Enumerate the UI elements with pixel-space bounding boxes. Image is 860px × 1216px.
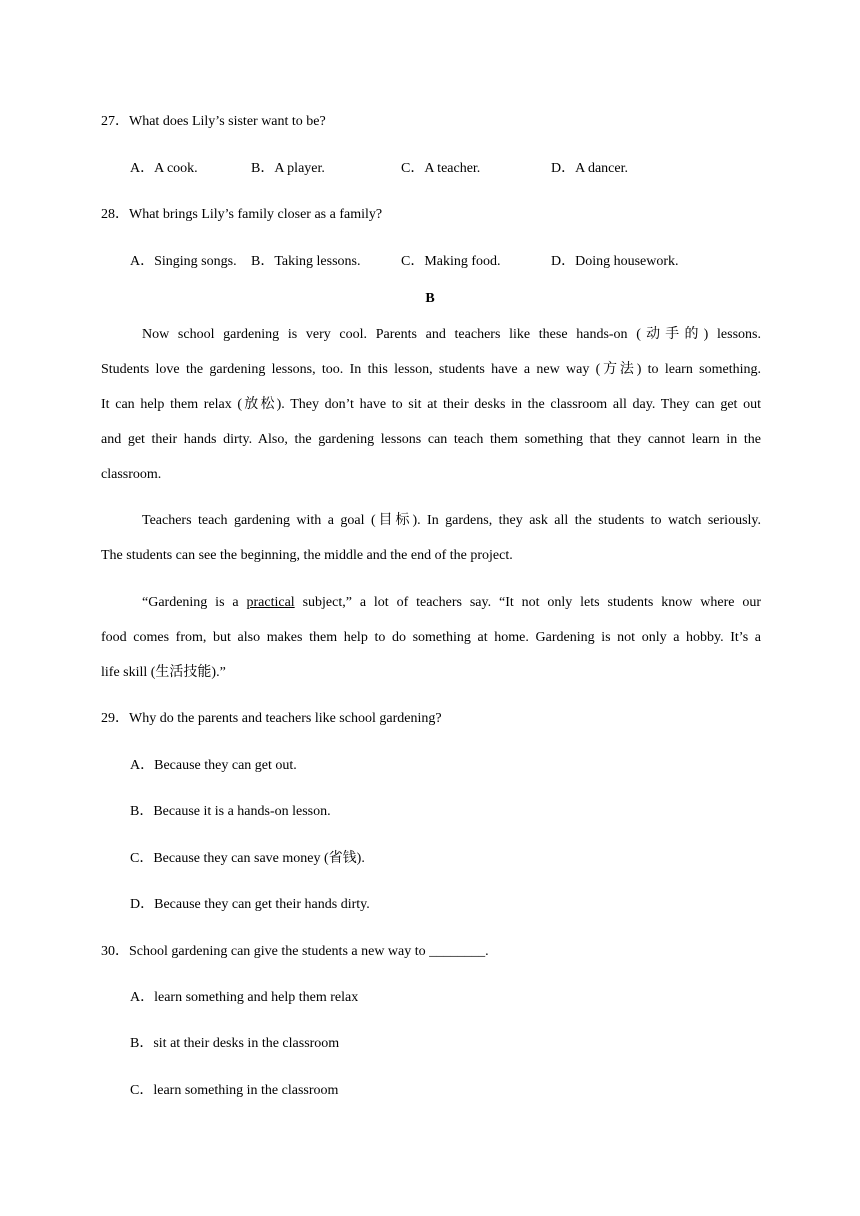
option-c: C．Making food.: [401, 254, 501, 269]
passage-paragraph-3: [101, 585, 761, 690]
question-30-option-c: C．learn something in the classroom: [130, 1083, 339, 1098]
passage-paragraph-2: [101, 503, 761, 573]
passage-line: It can help them relax (放松). They don’t have to sit at their desks in the classroom all day. They can get out: [101, 397, 761, 412]
question-29-option-a: A．Because they can get out.: [130, 758, 297, 773]
option-a: A．A cook.: [130, 161, 198, 176]
passage-line: and get their hands dirty. Also, the gardening lessons can teach them something that they cannot learn in the: [101, 432, 761, 447]
option-c: C．A teacher.: [401, 161, 481, 176]
question-30-stem: 30．School gardening can give the students a new way to ________.: [101, 944, 489, 959]
question-29-option-d: D．Because they can get their hands dirty.: [130, 897, 370, 912]
question-29-stem: 29．Why do the parents and teachers like school gardening?: [101, 711, 442, 726]
passage-line: classroom.: [101, 467, 162, 482]
passage-line: [101, 585, 761, 620]
passage-line: food comes from, but also makes them help to do something at home. Gardening is not only a hobby. It’s a: [101, 630, 761, 645]
passage-line: Students love the gardening lessons, too. In this lesson, students have a new way (方法) to learn something.: [101, 362, 761, 377]
section-heading: B: [425, 291, 435, 306]
underlined-word: practical: [246, 595, 295, 610]
question-27-stem: 27．What does Lily’s sister want to be?: [101, 114, 326, 129]
passage-paragraph-1: [101, 317, 761, 492]
option-b: B．Taking lessons.: [251, 254, 361, 269]
question-30-option-b: B．sit at their desks in the classroom: [130, 1036, 340, 1051]
passage-line: Teachers teach gardening with a goal (目标). In gardens, they ask all the students to watch seriously.: [142, 513, 761, 528]
option-b: B．A player.: [251, 161, 325, 176]
passage-text: “Gardening is a: [142, 595, 247, 610]
passage-line: life skill (生活技能).”: [101, 665, 226, 680]
passage-text: subject,” a lot of teachers say. “It not only lets students know where our: [294, 595, 761, 610]
option-d: D．Doing housework.: [551, 254, 679, 269]
option-d: D．A dancer.: [551, 161, 628, 176]
question-30-option-a: A．learn something and help them relax: [130, 990, 359, 1005]
question-29-option-b: B．Because it is a hands-on lesson.: [130, 804, 331, 819]
passage-line: The students can see the beginning, the middle and the end of the project.: [101, 548, 513, 563]
passage-line: Now school gardening is very cool. Parents and teachers like these hands-on (动手的) lessons.: [142, 327, 761, 342]
option-a: A．Singing songs.: [130, 254, 237, 269]
question-28-stem: 28．What brings Lily’s family closer as a family?: [101, 207, 383, 222]
question-29-option-c: C．Because they can save money (省钱).: [130, 851, 365, 866]
